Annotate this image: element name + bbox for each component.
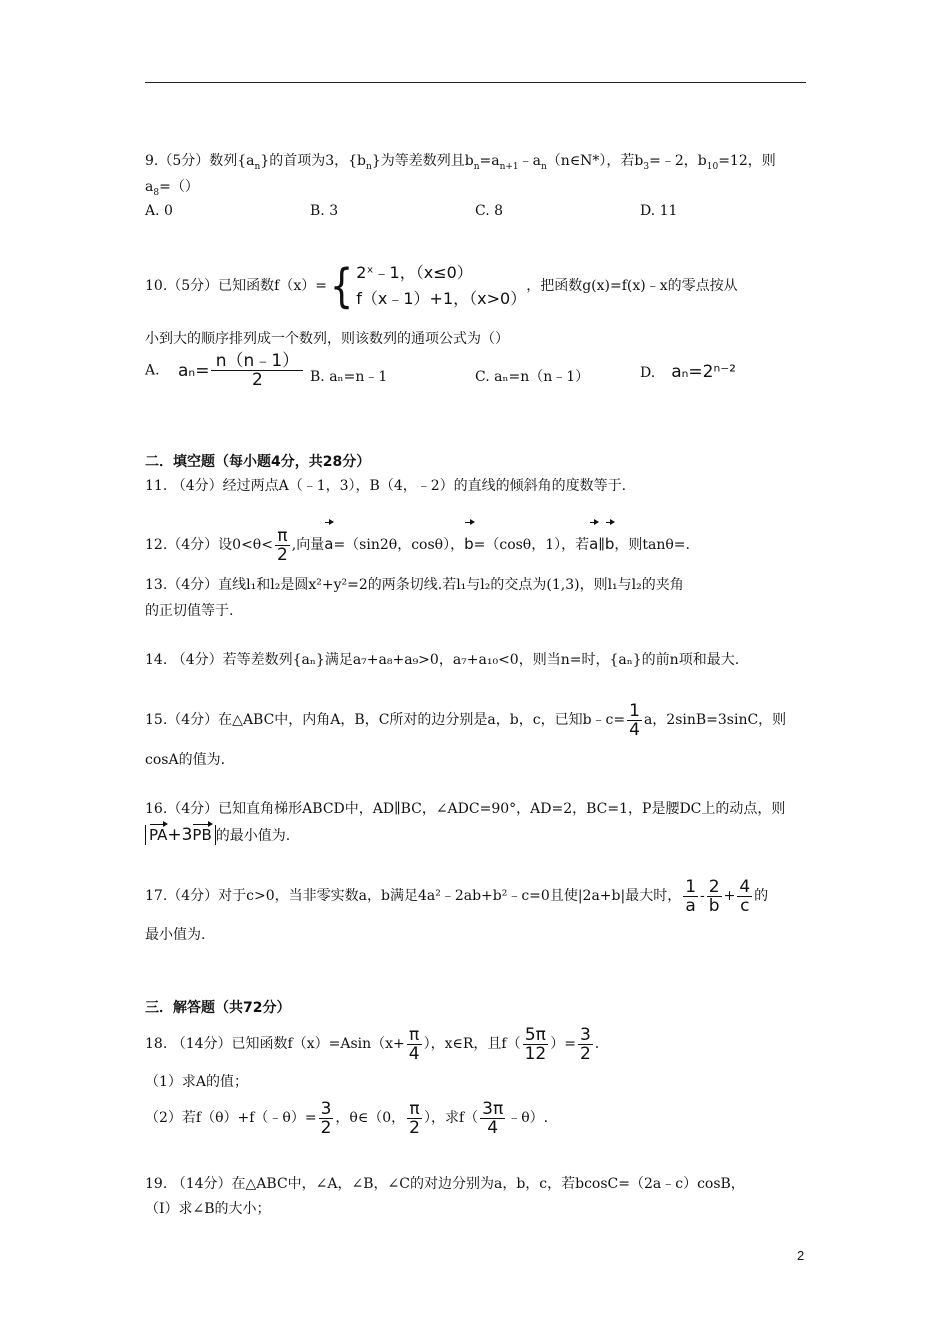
- q17-line1: 17.（4分）对于c>0，当非零实数a，b满足4a²﹣2ab+b²﹣c=0且使|2a+b|最大时， $\frac{1}{a}$ - $\frac{2}{b}$ + $\frac{4}{c}$ 的: [145, 876, 769, 916]
- page-number: 2: [797, 1248, 805, 1263]
- q10-option-d: D. aₙ=2ⁿ⁻²: [640, 362, 736, 382]
- piecewise-brace: {: [329, 259, 354, 313]
- section3-title: 三．解答题（共72分）: [145, 1000, 291, 1016]
- q12: 12.（4分）设0<θ< $\frac{\pi}{2}$ ,向量a=（sin2θ，cosθ），b=（cosθ，1），若a∥b，则tanθ=.: [145, 525, 690, 565]
- q14: 14. （4分）若等差数列{aₙ}满足a₇+a₈+a₉>0，a₇+a₁₀<0，则当n=时，{aₙ}的前n项和最大.: [145, 652, 740, 668]
- q9-option-d: D. 11: [640, 203, 678, 219]
- q18-part1: （1）求A的值；: [145, 1074, 249, 1090]
- q10-line2: 小到大的顺序排列成一个数列，则该数列的通项公式为（）: [145, 331, 509, 347]
- q19-line1: 19. （14分）在△ABC中，∠A，∠B，∠C的对边分别为a，b，c，若bcosC=（2a﹣c）cosB，: [145, 1176, 745, 1192]
- header-rule: [145, 82, 806, 83]
- vector-norm: PA+3PB: [145, 825, 216, 845]
- q10-option-b: B. aₙ=n﹣1: [310, 369, 388, 385]
- q13-line1: 13.（4分）直线l₁和l₂是圆x²+y²=2的两条切线.若l₁与l₂的交点为(1,3)，则l₁与l₂的夹角: [145, 577, 684, 593]
- q9-line2: $a_8=()$: [145, 179, 199, 198]
- q18-part2: （2）若f（θ）+f（﹣θ）= $\frac{3}{2}$ ，θ∈（0， $\frac{\pi}{2}$ ），求f（ $\frac{3\pi}{4}$ ﹣θ）.: [145, 1098, 549, 1138]
- q9-line1: 9.（5分）数列$\{a_n\}$的首项为3，$\{b_n\}$为等差数列且$b_n=a_{n+1}﹣a_n(n\in N*)$，若$b_3=﹣2$，$b_{10}=12$，则: [145, 153, 776, 172]
- q10-line1: 10.（5分）已知函数f（x）={ 2ˣ﹣1，（x≤0） f（x﹣1）+1，（x>0） ，把函数g(x)=f(x)﹣x的零点按从: [145, 259, 738, 313]
- q10-option-c: C. aₙ=n（n﹣1）: [475, 369, 590, 385]
- q9-option-b: B. 3: [310, 203, 339, 219]
- section2-title: 二．填空题（每小题4分，共28分）: [145, 454, 371, 470]
- q15-line1: 15.（4分）在△ABC中，内角A，B，C所对的边分别是a，b，c，已知b﹣c= $\frac{1}{4}$ a，2sinB=3sinC，则: [145, 700, 787, 740]
- piecewise-body: 2ˣ﹣1，（x≤0） f（x﹣1）+1，（x>0）: [356, 263, 527, 308]
- q9-option-c: C. 8: [475, 203, 504, 219]
- q9-option-a: A. 0: [145, 203, 173, 219]
- q13-line2: 的正切值等于.: [145, 603, 234, 619]
- q11: 11. （4分）经过两点A（﹣1，3），B（4，﹣2）的直线的倾斜角的度数等于.: [145, 478, 627, 494]
- q17-line2: 最小值为.: [145, 927, 206, 943]
- q18-line1: 18. （14分）已知函数f（x）=Asin（x+ $\frac{\pi}{4}$ ），x∈R，且f（ $\frac{5\pi}{12}$ ）= $\frac{3}{2}$ .: [145, 1024, 600, 1064]
- q16-line2: PA+3PB 的最小值为.: [145, 826, 290, 845]
- q19-line2: （Ⅰ）求∠B的大小；: [145, 1201, 271, 1217]
- q15-line2: cosA的值为.: [145, 752, 226, 768]
- q16-line1: 16.（4分）已知直角梯形ABCD中，AD∥BC，∠ADC=90°，AD=2，BC=1，P是腰DC上的动点，则: [145, 801, 786, 817]
- q10-option-a: A. aₙ= $\frac{n(n﹣1)}{2}$: [145, 352, 305, 389]
